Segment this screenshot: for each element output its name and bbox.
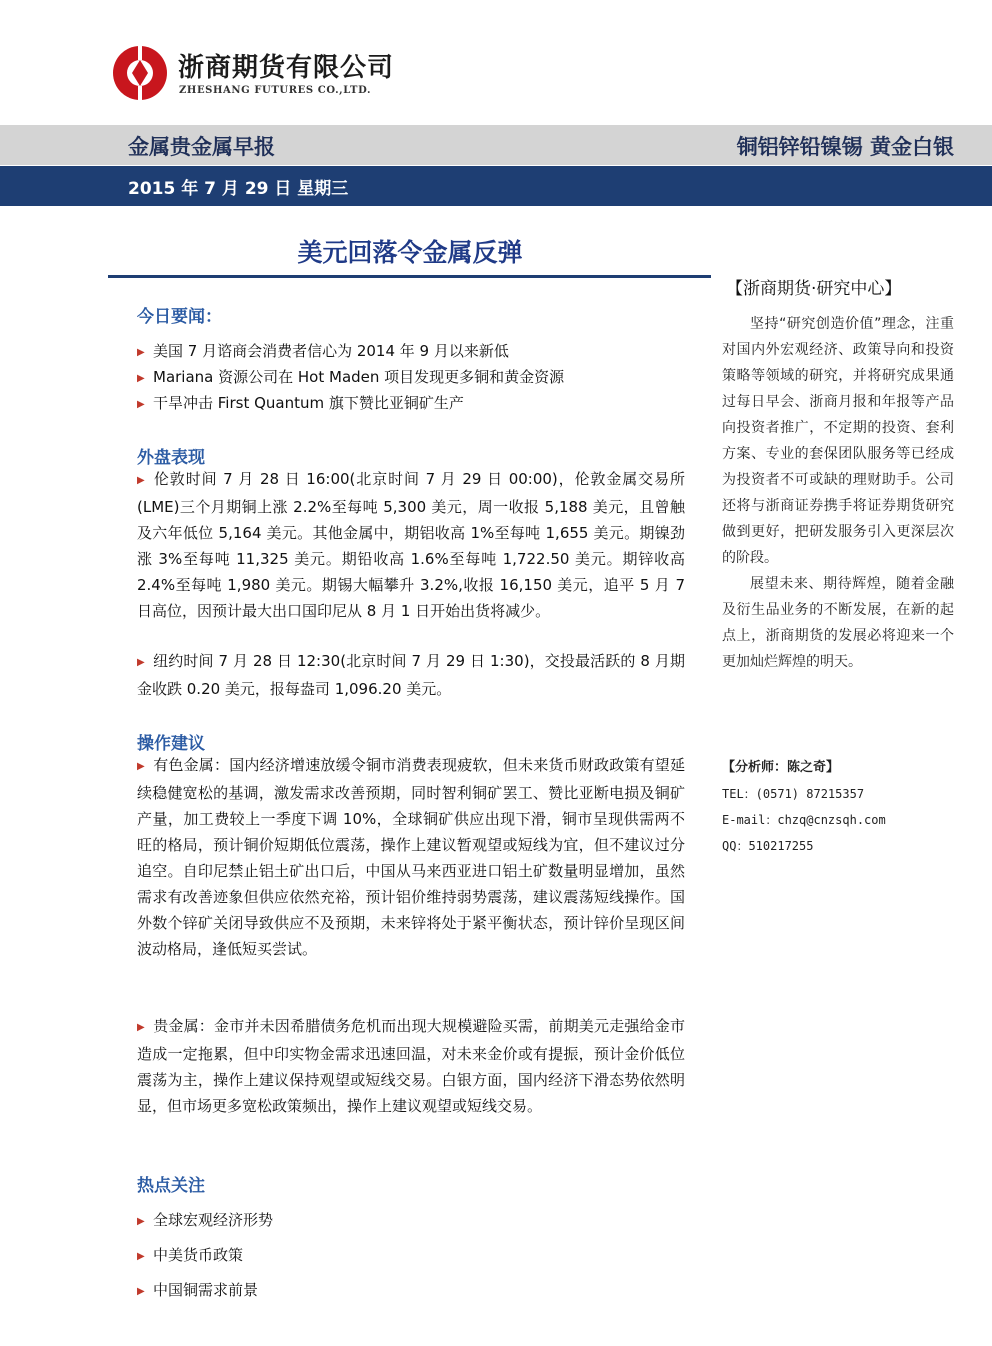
- analyst-name: 【分析师：陈之奇】: [722, 760, 840, 775]
- triangle-right-icon: ▶: [137, 1251, 145, 1262]
- news-section-title: 今日要闻：: [137, 307, 222, 327]
- news-list: [137, 338, 685, 416]
- triangle-right-icon: ▶: [137, 1286, 145, 1297]
- advice-section-title: 操作建议: [137, 734, 205, 754]
- company-name-cn: 浙商期货有限公司: [178, 53, 395, 83]
- page-title: 美元回落令金属反弹: [297, 238, 523, 267]
- sidebar-title: 【浙商期货·研究中心】: [726, 279, 902, 299]
- report-type: 金属贵金属早报: [128, 135, 275, 159]
- report-date: 2015 年 7 月 29 日 星期三: [128, 179, 349, 199]
- market-section-title: 外盘表现: [137, 448, 205, 468]
- triangle-right-icon: ▶: [137, 1022, 145, 1033]
- triangle-right-icon: ▶: [137, 399, 145, 410]
- analyst-contact: [722, 755, 962, 859]
- list-item: ▶ 美国 7 月谘商会消费者信心为 2014 年 9 月以来新低: [137, 338, 685, 364]
- analyst-email: E-mail：chzq@cnzsqh.com: [722, 813, 886, 827]
- market-paragraph-london: ▶ 伦敦时间 7 月 28 日 16:00(北京时间 7 月 29 日 00:00)，伦敦金属交易所(LME)三个月期铜上涨 2.2%至每吨 5,300 美元，周一收报 5,188 美元，且曾触及六年低位 5,164 美元。其他金属中，期铝收高 1%至每吨 1,655 美元。期镍劲涨 3%至每吨 11,325 美元。期铅收高 1.6%至每吨 1,722.50 美元。期锌收高 2.4%至每吨 1,980 美元。期锡大幅攀升 3.2%,收报 16,150 美元，追平 5 月 7 日高位，因预计最大出口国印尼从 8 月 1 日开始出货将减少。: [137, 470, 685, 620]
- analyst-tel: TEL：(0571) 87215357: [722, 787, 865, 801]
- sidebar-paragraph: 展望未来、期待辉煌，随着金融及衍生品业务的不断发展，在新的起点上，浙商期货的发展必将迎来一个更加灿烂辉煌的明天。: [722, 576, 954, 670]
- analyst-qq: QQ：510217255: [722, 839, 814, 853]
- advice-paragraph-base-metals: ▶ 有色金属：国内经济增速放缓令铜市消费表现疲软，但未来货币财政政策有望延续稳健宽松的基调，激发需求改善预期，同时智利铜矿罢工、赞比亚断电损及铜矿产量，加工费较上一季度下调 10%，全球铜矿供应出现下滑，铜市呈现供需两不旺的格局，预计铜价短期低位震荡，操作上建议暂观望或短线为宜，但不建议过分追空。自印尼禁止铝土矿出口后，中国从马来西亚进口铝土矿数量明显增加，虽然需求有改善迹象但供应依然充裕，预计铝价维持弱势震荡，建议震荡短线操作。国外数个锌矿关闭导致供应不及预期，未来锌将处于紧平衡状态，预计锌价呈现区间波动格局，逢低短买尝试。: [137, 756, 685, 958]
- triangle-right-icon: ▶: [137, 373, 145, 384]
- triangle-right-icon: ▶: [137, 1216, 145, 1227]
- list-item: ▶ 干旱冲击 First Quantum 旗下赞比亚铜矿生产: [137, 390, 685, 416]
- company-name-en: ZHESHANG FUTURES CO.,LTD.: [179, 85, 372, 96]
- date-band: [0, 166, 992, 206]
- market-paragraph-newyork: ▶ 纽约时间 7 月 28 日 12:30(北京时间 7 月 29 日 1:30)，交投最活跃的 8 月期金收跌 0.20 美元，报每盎司 1,096.20 美元。: [137, 652, 685, 698]
- company-logo: [112, 43, 402, 103]
- list-item: ▶ 全球宏观经济形势: [137, 1207, 685, 1242]
- sidebar-intro: [722, 311, 954, 675]
- sidebar-paragraph: 坚持“研究创造价值”理念，注重对国内外宏观经济、政策导向和投资策略等领域的研究，并将研究成果通过每日早会、浙商月报和年报等产品向投资者推广，不定期的投资、套利方案、专业的套保团队服务等已经成为投资者不可或缺的理财助手。公司还将与浙商证券携手将证券期货研究做到更好，把研发服务引入更深层次的阶段。: [722, 316, 954, 566]
- triangle-right-icon: ▶: [137, 657, 145, 668]
- zheshang-logo-icon: [112, 45, 168, 101]
- hot-list: [137, 1207, 685, 1312]
- triangle-right-icon: ▶: [137, 761, 145, 772]
- list-item: ▶ 中国铜需求前景: [137, 1277, 685, 1312]
- report-metals: 铜铝锌铅镍锡 黄金白银: [736, 135, 954, 159]
- list-item: ▶ 中美货币政策: [137, 1242, 685, 1277]
- headline-divider: [108, 275, 711, 278]
- triangle-right-icon: ▶: [137, 347, 145, 358]
- hot-section-title: 热点关注: [137, 1176, 205, 1196]
- advice-paragraph-precious-metals: ▶ 贵金属：金市并未因希腊债务危机而出现大规模避险买需，前期美元走强给金市造成一定拖累，但中印实物金需求迅速回温，对未来金价或有提振，预计金价低位震荡为主，操作上建议保持观望或短线交易。白银方面，国内经济下滑态势依然明显，但市场更多宽松政策频出，操作上建议观望或短线交易。: [137, 1017, 685, 1115]
- list-item: ▶ Mariana 资源公司在 Hot Maden 项目发现更多铜和黄金资源: [137, 364, 685, 390]
- report-header-band: [0, 125, 992, 165]
- triangle-right-icon: ▶: [137, 475, 145, 486]
